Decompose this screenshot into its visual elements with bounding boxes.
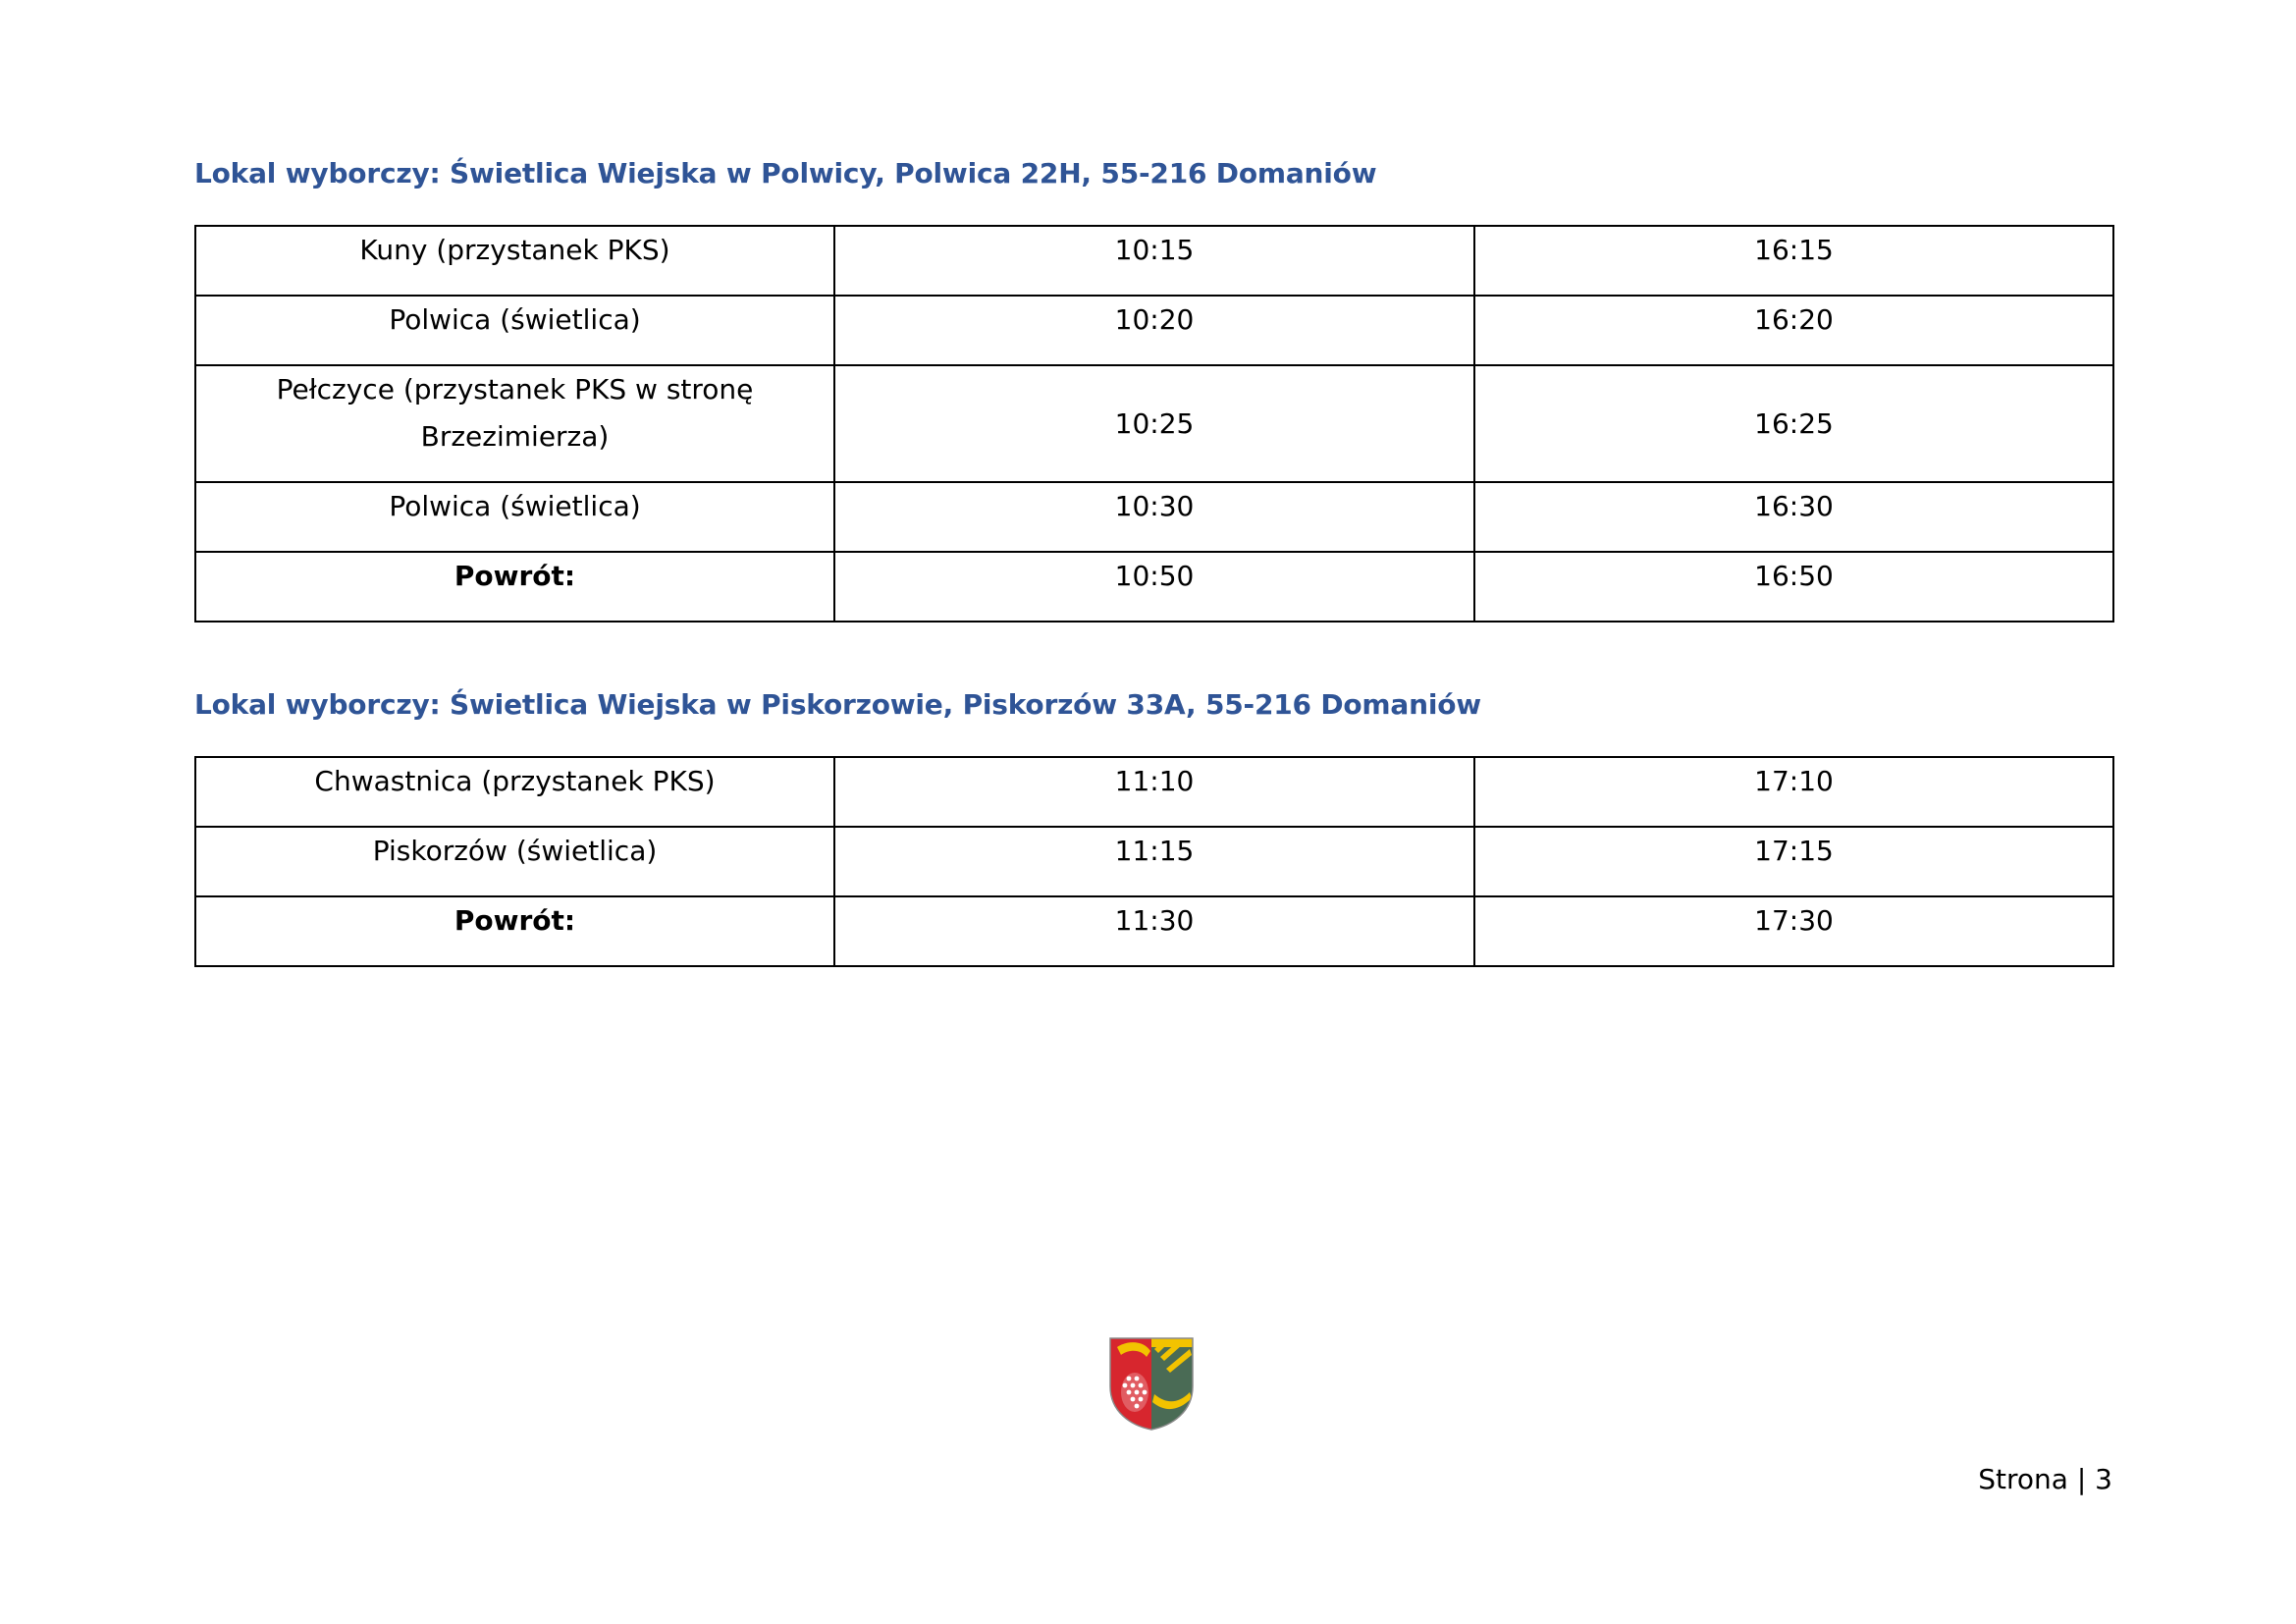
section-heading-polwica: Lokal wyborczy: Świetlica Wiejska w Polwicy, Polwica 22H, 55-216 Domaniów	[194, 157, 1377, 189]
stop-cell: Kuny (przystanek PKS)	[195, 226, 834, 296]
stop-cell: Chwastnica (przystanek PKS)	[195, 757, 834, 827]
page-number: Strona | 3	[1978, 1463, 2112, 1495]
table-row	[195, 896, 2113, 966]
stop-cell: Polwica (świetlica)	[195, 296, 834, 365]
departure-time-cell: 10:20	[834, 296, 1474, 365]
municipal-coat-of-arms-icon	[1107, 1335, 1196, 1432]
departure-time-cell: 11:30	[834, 896, 1474, 966]
departure-time-cell: 16:30	[1474, 482, 2113, 552]
table-row	[195, 757, 2113, 827]
stop-cell: Piskorzów (świetlica)	[195, 827, 834, 896]
table-row	[195, 296, 2113, 365]
departure-time-cell: 11:15	[834, 827, 1474, 896]
stop-cell: Pełczyce (przystanek PKS w stronę Brzezimierza)	[195, 365, 834, 482]
departure-time-cell: 10:50	[834, 552, 1474, 622]
departure-time-cell: 16:25	[1474, 365, 2113, 482]
schedule-table-polwica	[194, 225, 2114, 623]
table-row	[195, 226, 2113, 296]
return-label-cell: Powrót:	[195, 896, 834, 966]
departure-time-cell: 17:30	[1474, 896, 2113, 966]
departure-time-cell: 10:15	[834, 226, 1474, 296]
departure-time-cell: 10:30	[834, 482, 1474, 552]
table-row	[195, 827, 2113, 896]
departure-time-cell: 11:10	[834, 757, 1474, 827]
table-row	[195, 482, 2113, 552]
schedule-table-piskorzow	[194, 756, 2114, 967]
departure-time-cell: 16:50	[1474, 552, 2113, 622]
departure-time-cell: 16:20	[1474, 296, 2113, 365]
return-label-cell: Powrót:	[195, 552, 834, 622]
table-row	[195, 365, 2113, 482]
stop-cell: Polwica (świetlica)	[195, 482, 834, 552]
section-heading-piskorzow: Lokal wyborczy: Świetlica Wiejska w Piskorzowie, Piskorzów 33A, 55-216 Domaniów	[194, 688, 1481, 721]
table-row	[195, 552, 2113, 622]
departure-time-cell: 16:15	[1474, 226, 2113, 296]
departure-time-cell: 10:25	[834, 365, 1474, 482]
departure-time-cell: 17:10	[1474, 757, 2113, 827]
departure-time-cell: 17:15	[1474, 827, 2113, 896]
